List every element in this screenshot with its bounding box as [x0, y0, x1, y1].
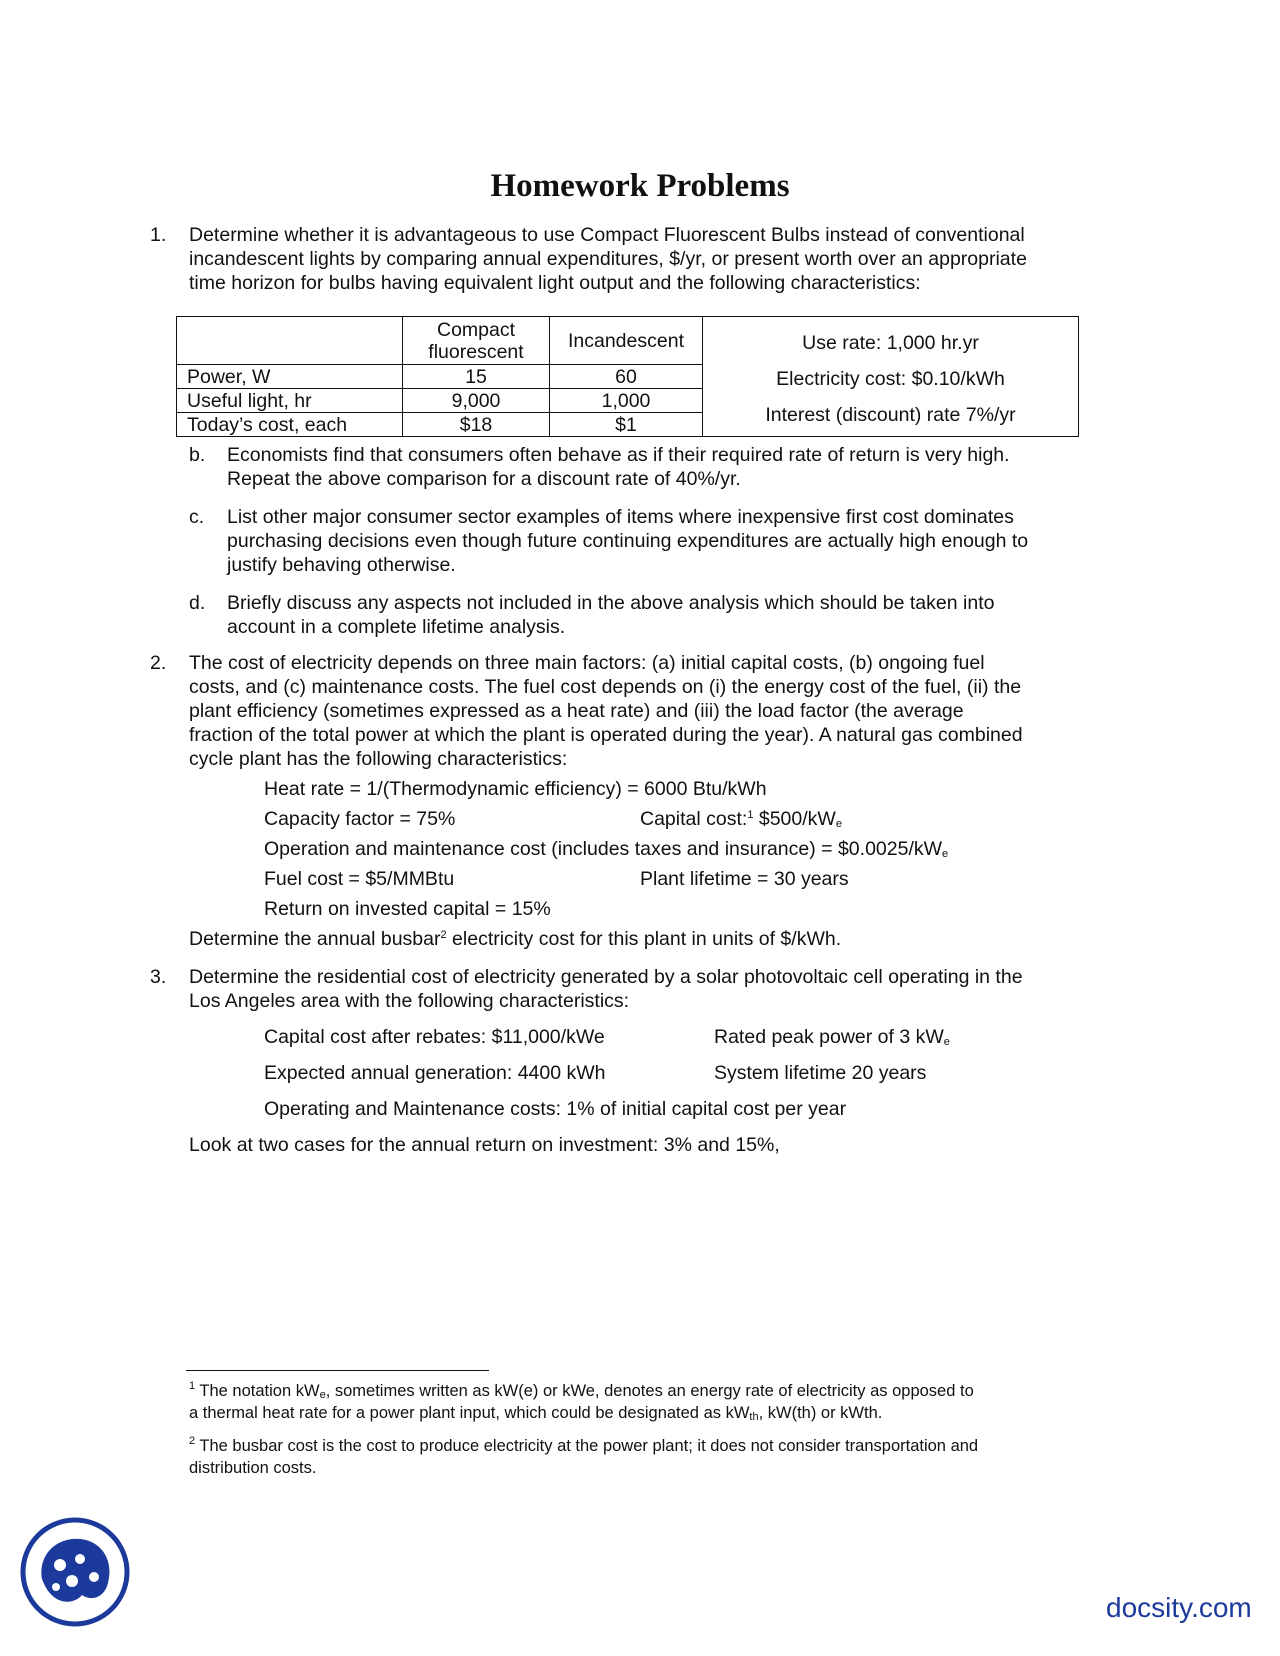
bulb-characteristics-table — [176, 316, 1079, 437]
footnote-1-line-2 — [189, 1403, 882, 1424]
question-text-b: electricity cost for this plant in units of $/kWh. — [446, 928, 842, 950]
part-c-line-1: List other major consumer sector examples of items where inexpensive first cost dominates — [227, 506, 1014, 528]
rated-peak-text: Rated peak power of 3 kW — [714, 1026, 944, 1048]
cell-incandescent: 1,000 — [550, 389, 703, 413]
subscript-e: e — [943, 1036, 950, 1048]
footnote-1-mark: 1 — [189, 1380, 196, 1392]
part-c-letter: c. — [189, 506, 205, 528]
cell-cfl: 15 — [403, 365, 550, 389]
electricity-cost: Electricity cost: $0.10/kWh — [776, 368, 1005, 390]
subscript-e: e — [835, 818, 842, 830]
row-label: Power, W — [177, 365, 403, 389]
problem-2-line-4: fraction of the total power at which the plant is operated during the year). A natural gas combined — [189, 724, 1023, 746]
table-header-row — [177, 317, 1079, 365]
header-incandescent: Incandescent — [550, 317, 703, 365]
header-compact-line-2: fluorescent — [428, 340, 524, 363]
heat-rate: Heat rate = 1/(Thermodynamic efficiency) = 6000 Btu/kWh — [264, 778, 767, 800]
problem-1-line-3: time horizon for bulbs having equivalent light output and the following characteristics: — [189, 272, 921, 294]
problem-3-line-2: Los Angeles area with the following characteristics: — [189, 990, 630, 1012]
problem-2-number: 2. — [150, 652, 167, 674]
part-c-line-2: purchasing decisions even though future continuing expenditures are actually high enough to — [227, 530, 1029, 552]
part-c-line-3: justify behaving otherwise. — [227, 554, 456, 576]
part-b-line-2: Repeat the above comparison for a discount rate of 40%/yr. — [227, 468, 741, 490]
footnote-ref-2: 2 — [440, 929, 447, 941]
footnote-1-line-1 — [189, 1381, 974, 1402]
capital-cost — [640, 807, 842, 831]
part-d-letter: d. — [189, 592, 206, 614]
problem-2-line-5: cycle plant has the following characteristics: — [189, 748, 568, 770]
cell-cfl: $18 — [403, 413, 550, 437]
pv-system-lifetime: System lifetime 20 years — [714, 1062, 927, 1084]
row-label: Today’s cost, each — [177, 413, 403, 437]
return-on-capital: Return on invested capital = 15% — [264, 898, 551, 920]
pv-return-cases: Look at two cases for the annual return on investment: 3% and 15%, — [189, 1134, 780, 1156]
problem-1-line-1: Determine whether it is advantageous to use Compact Fluorescent Bulbs instead of conventional — [189, 224, 1025, 246]
footnote-1-text-c: a thermal heat rate for a power plant input, which could be designated as kW — [189, 1404, 750, 1422]
brand-name[interactable]: docsity.com — [1106, 1592, 1252, 1623]
capital-cost-value: $500/kW — [758, 808, 836, 830]
cell-incandescent: 60 — [550, 365, 703, 389]
problem-2-line-1: The cost of electricity depends on three main factors: (a) initial capital costs, (b) ongoing fuel — [189, 652, 985, 674]
question-text-a: Determine the annual busbar — [189, 928, 441, 950]
capacity-factor: Capacity factor = 75% — [264, 808, 456, 830]
problem-1-number: 1. — [150, 224, 167, 246]
om-cost — [264, 837, 948, 861]
capital-cost-label: Capital cost: — [640, 808, 748, 830]
problem-2-question — [189, 927, 841, 951]
footnote-2-line-1 — [189, 1436, 978, 1457]
use-rate: Use rate: 1,000 hr.yr — [802, 332, 979, 354]
footnote-2-text-a: The busbar cost is the cost to produce electricity at the power plant; it does not consider transportation and — [195, 1437, 979, 1455]
subscript-e: e — [942, 848, 949, 860]
table-corner-cell — [177, 317, 403, 365]
pv-om-costs: Operating and Maintenance costs: 1% of initial capital cost per year — [264, 1098, 847, 1120]
header-compact-line-1: Compact — [436, 318, 516, 341]
docsity-logo-icon[interactable] — [20, 1517, 130, 1627]
footnote-1-text-b: , sometimes written as kW(e) or kWe, denotes an energy rate of electricity as opposed to — [325, 1382, 974, 1400]
row-label: Useful light, hr — [177, 389, 403, 413]
problem-1-line-2: incandescent lights by comparing annual expenditures, $/yr, or present worth over an appropriate — [189, 248, 1027, 270]
plant-lifetime: Plant lifetime = 30 years — [640, 868, 849, 890]
pv-rated-peak — [714, 1025, 950, 1049]
table-info-cell — [703, 317, 1079, 437]
cell-incandescent: $1 — [550, 413, 703, 437]
subscript-th: th — [749, 1411, 759, 1423]
footnote-2-mark: 2 — [189, 1435, 196, 1447]
part-b-letter: b. — [189, 444, 206, 466]
page-title: Homework Problems — [490, 168, 790, 204]
footnote-1-text-a: The notation kW — [195, 1382, 320, 1400]
subscript-e: e — [319, 1389, 326, 1401]
footnote-1-text-d: , kW(th) or kWth. — [758, 1404, 883, 1422]
pv-capital-cost: Capital cost after rebates: $11,000/kWe — [264, 1026, 605, 1048]
footnote-divider — [186, 1370, 489, 1371]
problem-3-line-1: Determine the residential cost of electricity generated by a solar photovoltaic cell operating in the — [189, 966, 1023, 988]
part-b-line-1: Economists find that consumers often behave as if their required rate of return is very high. — [227, 444, 1010, 466]
problem-2-line-2: costs, and (c) maintenance costs. The fuel cost depends on (i) the energy cost of the fuel, (ii) the — [189, 676, 1022, 698]
header-compact-fluorescent — [403, 317, 550, 365]
footnote-ref-1: 1 — [747, 809, 754, 821]
footnote-2-line-2: distribution costs. — [189, 1459, 317, 1477]
cell-cfl: 9,000 — [403, 389, 550, 413]
fuel-cost: Fuel cost = $5/MMBtu — [264, 868, 455, 890]
problem-2-line-3: plant efficiency (sometimes expressed as a heat rate) and (iii) the load factor (the average — [189, 700, 964, 722]
part-d-line-2: account in a complete lifetime analysis. — [227, 616, 566, 638]
pv-annual-generation: Expected annual generation: 4400 kWh — [264, 1062, 606, 1084]
problem-3-number: 3. — [150, 966, 167, 988]
part-d-line-1: Briefly discuss any aspects not included in the above analysis which should be taken into — [227, 592, 995, 614]
om-cost-text: Operation and maintenance cost (includes taxes and insurance) = $0.0025/kW — [264, 838, 943, 860]
interest-rate: Interest (discount) rate 7%/yr — [765, 404, 1016, 426]
